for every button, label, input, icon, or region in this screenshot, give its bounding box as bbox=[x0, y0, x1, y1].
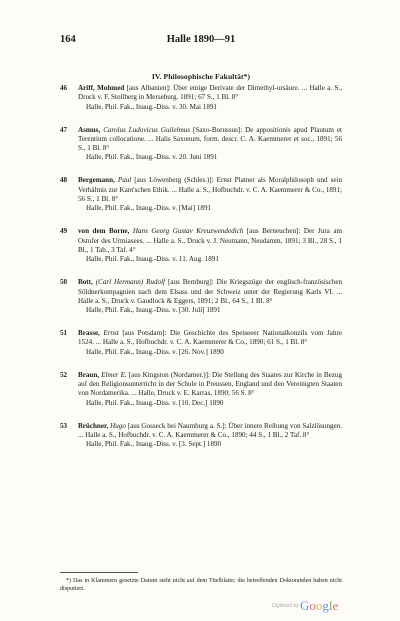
entry-text bbox=[78, 329, 342, 357]
entry-title: Über innere Reibung von Salzlösungen. bbox=[228, 421, 343, 430]
entry-author-given: Hugo bbox=[110, 421, 126, 430]
entry-note: Halle, Phil. Fak., Inaug.-Diss. v. [Mai] 1891 bbox=[86, 204, 212, 213]
entry bbox=[60, 126, 342, 163]
entry-number: 50 bbox=[60, 278, 68, 287]
entry-number: 47 bbox=[60, 125, 68, 134]
entry bbox=[60, 422, 342, 450]
entry-title: Ernst Platner als Moralphilosoph und sein Verhältnis zur Kant'schen Ethik. bbox=[78, 176, 343, 194]
entry-origin: [aus Berneuchen]: bbox=[246, 227, 301, 236]
watermark-brand: Google bbox=[300, 598, 339, 613]
entry-author: Brüchner, bbox=[78, 421, 109, 430]
entry-imprint: ... Halle a. S., Druck v. J. Neumann, Neudamm, 1891; 3 Bl., 28 S., 1 Bl., 1 Tab., 3 Taf. 4° bbox=[78, 236, 342, 254]
entry-imprint: ... Halle a. S., Hofbuchdr. v. C. A. Kaemmerer & Co., 1890; 61 S., 1 Bl. 8° bbox=[95, 338, 308, 347]
entry-text bbox=[78, 176, 342, 213]
entry bbox=[60, 176, 342, 213]
entry-text bbox=[78, 371, 342, 408]
entry-title: Die Geschichte des Speiseeer Nationalkonzils vom Jahre 1524. bbox=[78, 329, 342, 347]
entry-author: Bott, bbox=[78, 278, 93, 287]
section-title: IV. Philosophische Fakultät*) bbox=[151, 72, 251, 81]
entry-imprint: ... Halle, Druck v. E. Karras, 1890; 56 S. 8° bbox=[131, 389, 255, 398]
entry-text bbox=[78, 422, 342, 450]
entry-origin: [aus Bernburg]: bbox=[167, 278, 214, 287]
entry-origin: [aus Potsdam]: bbox=[122, 329, 167, 338]
entry-author-given: Hans Georg Gustav Kreuzwendedich bbox=[132, 227, 244, 236]
entry-text bbox=[78, 84, 342, 112]
footnote-text: *) Das in Klammern gesetzte Datum steht nicht auf dem Titelblatte; die betreffenden Doktoranden haben nicht disputiert. bbox=[60, 578, 342, 593]
entry-note: Halle, Phil. Fak., Inaug.-Diss. v. 11. Aug. 1891 bbox=[86, 255, 219, 264]
entry-note: Halle, Phil. Fak., Inaug.-Diss. v. [10. Dec.] 1890 bbox=[86, 398, 224, 407]
entry-note: Halle, Phil. Fak., Inaug.-Diss. v. [3. Sept.] 1890 bbox=[86, 440, 222, 449]
entry-author-given: Elmer E. bbox=[101, 370, 127, 379]
entry-author-given: Carolus Ludovicus Guilelmus bbox=[103, 125, 191, 134]
watermark-prefix: Digitized by bbox=[272, 603, 299, 609]
entry-note: Halle, Phil. Fak., Inaug.-Diss. v. 30. Mai 1891 bbox=[86, 102, 217, 111]
entry-note: Halle, Phil. Fak., Inaug.-Diss. v. 20. Juni 1891 bbox=[86, 153, 218, 162]
google-watermark bbox=[272, 597, 340, 613]
entry-origin: [aus Gosseck bei Naumburg a. S.]: bbox=[127, 421, 227, 430]
entry-text bbox=[78, 126, 342, 163]
footnote-rule bbox=[60, 572, 138, 573]
entry-title: Die Stellung des Staates zur Kirche in Bezug auf den Religionsunterricht in der Schule in Preussen, England und den Vereinigten Staaten von Nordamerika. bbox=[78, 370, 343, 398]
entry-origin: [aus Albanien]: bbox=[126, 84, 171, 92]
entry-text bbox=[78, 278, 342, 315]
page-number: 164 bbox=[60, 34, 76, 45]
entry-imprint: ... Halle a. S., Hofbuchdr. v. C. A. Kaemmerer & Co., 1891; 56 S., 1 Bl. 8° bbox=[78, 185, 342, 204]
entry-author: Ariff, Mohmed bbox=[78, 84, 125, 92]
entry bbox=[60, 84, 342, 112]
entry-title: De appositionis apud Plautum et Terentium collocatione. bbox=[78, 125, 342, 143]
entry-title: Die Kriegszüge der englisch-französischen Söldnerkompagnien nach dem Elsass und der Schweiz unter der Regierung Karls VI. bbox=[78, 278, 343, 296]
entry-author: von dem Borne, bbox=[78, 227, 130, 236]
entry-origin: [aus Löwenberg (Schles.)]: bbox=[134, 176, 214, 185]
entry-author: Bergemann, bbox=[78, 176, 115, 185]
entry-title: Der Jura am Ostufer des Urmiasees. bbox=[78, 227, 343, 245]
entry-imprint: ... Halle a. S., Hofbuchdr. v. C. A. Kaemmerer & Co., 1890; 44 S., 1 Bl., 2 Taf. 8° bbox=[78, 430, 310, 439]
entry-note: Halle, Phil. Fak., Inaug.-Diss. v. [26. Nov.] 1890 bbox=[86, 347, 224, 356]
entry-author-given: Paul bbox=[117, 176, 132, 185]
entry-author-given: (Carl Hermann) Rudolf bbox=[95, 278, 166, 287]
entry-imprint: ... Halle a. S., Druck v. F. Stollberg in Merseburg. 1891; 67 S., 1 Bl. 8° bbox=[78, 84, 342, 102]
google-logo bbox=[300, 597, 340, 613]
entry-number: 53 bbox=[60, 421, 68, 430]
dissertation-list bbox=[60, 84, 342, 463]
entry-note: Halle, Phil. Fak., Inaug.-Diss. v. [30. Juli] 1891 bbox=[86, 306, 221, 315]
entry-number: 51 bbox=[60, 329, 68, 338]
entry-imprint: ... Halle a. S., Druck v. Gaudlock & Eggers, 1891; 2 Bl., 64 S., 1 Bl. 8° bbox=[78, 287, 343, 305]
entry-author-given: Ernst bbox=[103, 329, 119, 338]
entry-origin: [aus Kingston (Nordamer.)]: bbox=[128, 370, 210, 379]
entry-title: Über einige Derivate der Dimethyl-ursäure. bbox=[173, 84, 300, 92]
running-title: Halle 1890—91 bbox=[166, 34, 236, 45]
entry-author: Braun, bbox=[78, 370, 100, 379]
entry-imprint: ... Halis Saxonum, form. descr. C. A. Kaemmerer et soc., 1891; 56 S., 1 Bl. 8° bbox=[78, 134, 342, 153]
entry-number: 49 bbox=[60, 227, 68, 236]
entry bbox=[60, 329, 342, 357]
entry-number: 46 bbox=[60, 84, 68, 92]
footnote bbox=[60, 577, 342, 594]
entry-origin: [Saxo-Borussus]: bbox=[192, 125, 243, 134]
entry-text bbox=[78, 227, 342, 264]
entry-number: 52 bbox=[60, 370, 68, 379]
entry-number: 48 bbox=[60, 176, 68, 185]
entry bbox=[60, 371, 342, 408]
running-header bbox=[60, 34, 342, 48]
entry-author: Asmus, bbox=[78, 125, 101, 134]
entry bbox=[60, 278, 342, 315]
entry-author: Brasse, bbox=[78, 329, 100, 338]
entry bbox=[60, 227, 342, 264]
